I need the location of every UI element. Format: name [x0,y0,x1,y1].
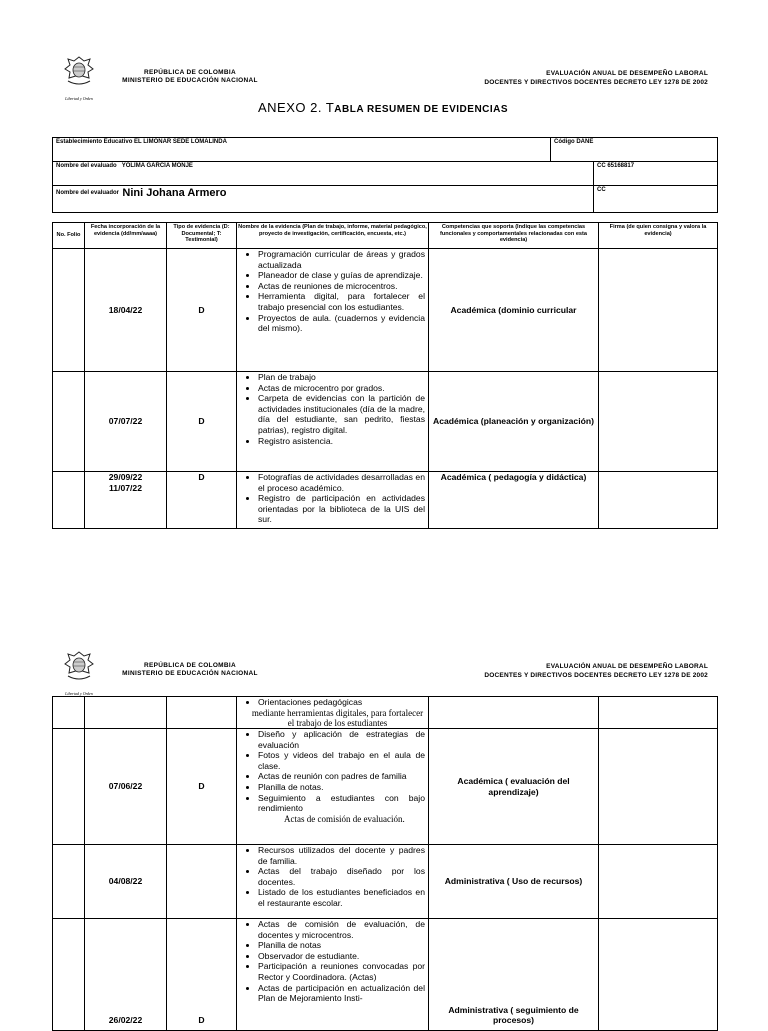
type-cell: D [167,729,237,845]
competency-cell: Académica ( pedagogía y didáctica) [429,472,599,529]
issuer-block [110,662,270,678]
date-cell: 18/04/22 [85,249,167,372]
evidence-list-cell: • Plan de trabajo • Actas de microcentro por grados. • Carpeta de evidencias con la partición de actividades institucionales (día de la madre, día del estudiante, san pedrito, fiestas patrias), registro digital. • Registro asistencia. [237,372,429,472]
country-name: REPÚBLICA DE COLOMBIA [143,662,236,669]
table-row [53,372,718,472]
table-row [53,729,718,845]
dane-code-field: Código DANE [551,138,718,162]
evaluation-header [408,69,708,87]
header-type: Tipo de evidencia (D: Documental; T: Testimonial) [167,223,237,249]
type-cell: D [167,249,237,372]
header-signature: Firma (de quien consigna y valora la evidencia) [599,223,718,249]
evaluation-title: EVALUACIÓN ANUAL DE DESEMPEÑO LABORAL [546,70,708,77]
seal-caption: Libertad y Orden [65,96,93,101]
decree-line: DOCENTES Y DIRECTIVOS DOCENTES DECRETO LEY 1278 DE 2002 [484,672,708,679]
evaluation-title: EVALUACIÓN ANUAL DE DESEMPEÑO LABORAL [546,663,708,670]
date-cell: 26/02/22 [85,919,167,1031]
signature-cell [599,372,718,472]
evaluee-field: Nombre del evaluado YOLIMA GARCIA MONJE [53,162,594,186]
evidence-table-page2 [52,696,718,1031]
signature-cell [599,472,718,529]
signature-cell [599,249,718,372]
evidence-list-cell: • Diseño y aplicación de estrategias de evaluación • Fotos y videos del trabajo en el aula de clase. • Actas de reunión con padres de familia • Planilla de notas. • Seguimiento a estudiantes con bajo rendimiento Actas de comisión de evaluación. [237,729,429,845]
competency-cell: Administrativa ( Uso de recursos) [429,845,599,919]
evaluator-field: Nombre del evaluador Nini Johana Armero [53,186,594,213]
evaluee-id-field: CC 65168817 [594,162,718,186]
school-field: Establecimiento Educativo EL LIMONAR SEDE LOMALINDA [53,138,551,162]
evidence-list-cell: • Orientaciones pedagógicas mediante herramientas digitales, para fortalecer el trabajo de los estudiantes [237,697,429,729]
ministry-name: MINISTERIO DE EDUCACIÓN NACIONAL [122,77,258,84]
header-folio: No. Folio [53,223,85,249]
table-row [53,845,718,919]
competency-cell: Académica ( evaluación del aprendizaje) [429,729,599,845]
page-title: ANEXO 2. TABLA RESUMEN DE EVIDENCIAS [258,100,509,115]
issuer-block [110,69,270,85]
signature-cell [599,845,718,919]
competency-cell: Administrativa ( seguimiento de procesos) [429,919,599,1031]
date-cell: 07/07/22 [85,372,167,472]
header-evidence-name: Nombre de la evidencia (Plan de trabajo, informe, material pedagógico, proyecto de investigación, certificación, encuesta, etc.) [237,223,429,249]
date-cell: 29/09/22 11/07/22 [85,472,167,529]
type-cell: D [167,472,237,529]
evaluator-id-field: CC [594,186,718,213]
country-name: REPÚBLICA DE COLOMBIA [143,69,236,76]
table-row [53,472,718,529]
date-cell: 04/08/22 [85,845,167,919]
seal-caption: Libertad y Orden [65,691,93,696]
evidence-list-cell: • Fotografías de actividades desarrolladas en el proceso académico. • Registro de participación en actividades orientadas por la biblioteca de la UIS del sur. [237,472,429,529]
header-competencies: Competencias que soporta (Indique las competencias funcionales y comportamentales relacionadas con esta evidencia) [429,223,599,249]
table-row [53,697,718,729]
signature-cell [599,729,718,845]
colombia-seal-icon [62,55,96,101]
signature-cell [599,919,718,1031]
competency-cell: Académica (planeación y organización) [429,372,599,472]
table-row [53,919,718,1031]
evaluation-header [408,662,708,680]
evidence-list-cell: • Programación curricular de áreas y grados actualizada • Planeador de clase y guías de aprendizaje. • Actas de reuniones de microcentros. • Herramienta digital, para fortalecer el trabajo presencial con los estudiantes. • Proyectos de aula. (cuadernos y evidencia del mismo). [237,249,429,372]
evidence-list-cell: • Actas de comisión de evaluación, de docentes y microcentros. • Planilla de notas • Observador de estudiante. • Participación a reuniones convocadas por Rector y Coordinadora. (Actas) • Actas de participación en actualización del Plan de Mejoramiento Insti- [237,919,429,1031]
table-row [53,249,718,372]
decree-line: DOCENTES Y DIRECTIVOS DOCENTES DECRETO LEY 1278 DE 2002 [484,79,708,86]
evaluee-info-table [52,137,718,213]
type-cell [167,845,237,919]
colombia-seal-icon [62,650,96,696]
evidence-table-page1 [52,222,718,529]
date-cell: 07/06/22 [85,729,167,845]
evidence-list-cell: • Recursos utilizados del docente y padres de familia. • Actas del trabajo diseñado por los docentes. • Listado de los estudiantes beneficiados en el restaurante escolar. [237,845,429,919]
ministry-name: MINISTERIO DE EDUCACIÓN NACIONAL [122,670,258,677]
type-cell: D [167,372,237,472]
type-cell: D [167,919,237,1031]
header-date: Fecha incorporación de la evidencia (dd/mm/aaaa) [85,223,167,249]
competency-cell: Académica (dominio curricular [429,249,599,372]
